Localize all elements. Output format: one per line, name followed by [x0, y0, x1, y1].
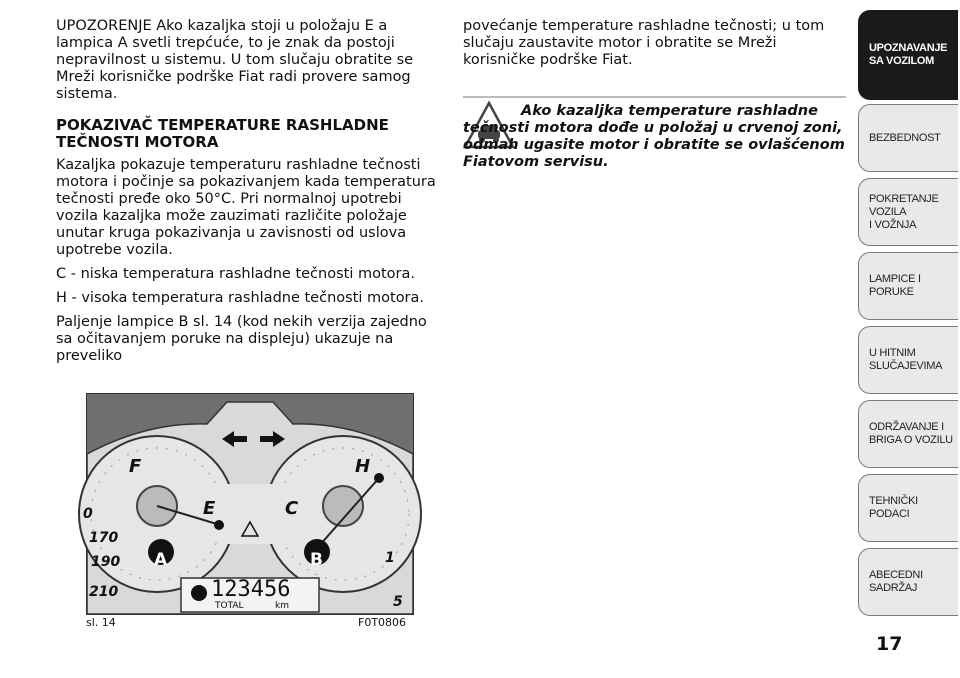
km-label: km — [275, 601, 289, 611]
tab-pokretanje[interactable]: POKRETANJE VOZILA I VOŽNJA — [858, 178, 958, 246]
label-b: B — [310, 550, 323, 570]
fuel-e-label: E — [203, 498, 216, 519]
divider — [463, 96, 846, 98]
right-column — [463, 18, 843, 76]
tab-bezbednost[interactable]: BEZBEDNOST — [858, 104, 958, 172]
instrument-cluster-figure — [83, 393, 414, 615]
tab-hitni-slucajevi[interactable]: U HITNIM SLUČAJEVIMA — [858, 326, 958, 394]
tab-lampice[interactable]: LAMPICE I PORUKE — [858, 252, 958, 320]
section-heading: POKAZIVAČ TEMPERATURE RASHLADNE TEČNOSTI MOTORA — [56, 116, 389, 151]
warning-paragraph: UPOZORENJE Ako kazaljka stoji u položaju E a lampica A svetli trepćuće, to je znak da postoji nepravilnost u sistemu. U tom slučaju obratite se Mreži korisničke podrške Fiat radi provere samog sistema. — [56, 18, 414, 102]
rpm-tick-1: 1 — [385, 550, 395, 566]
total-label: TOTAL — [215, 601, 244, 611]
figure-code: F0T0806 — [358, 616, 407, 629]
body-paragraph-continued: povećanje temperature rashladne tečnosti; u tom slučaju zaustavite motor i obratite se Mreži korisničke podrške Fiat. — [463, 18, 825, 68]
tab-upoznavanje[interactable]: UPOZNAVANJE SA VOZILOM — [858, 10, 958, 100]
body-paragraph: Kazaljka pokazuje temperaturu rashladne tečnosti motora i počinje sa pokazivanjem kada temperatura tečnosti pređe oko 50°C. Pri normalnoj upotrebi vozila kazaljka može zauzimati različite položaje unutar kruga pokazivanja u zavisnosti od uslova upotrebe vozila. — [56, 157, 436, 258]
page-number: 17 — [876, 633, 903, 655]
speed-tick-170: 170 — [89, 530, 119, 546]
temp-h-label: H — [355, 456, 371, 477]
tab-abecedni-sadrzaj[interactable]: ABECEDNI SADRŽAJ — [858, 548, 958, 616]
body-paragraph-h: H - visoka temperatura rashladne tečnosti motora. — [56, 290, 425, 306]
odometer-value: 123456 — [211, 577, 291, 602]
figure-caption: sl. 14 — [86, 616, 116, 629]
left-column — [56, 18, 444, 372]
body-paragraph-c: C - niska temperatura rashladne tečnosti motora. — [56, 266, 415, 282]
fuel-f-label: F — [129, 456, 142, 477]
rpm-tick-5: 5 — [393, 594, 403, 610]
speed-tick-190: 190 — [91, 554, 121, 570]
speed-tick-210: 210 — [89, 584, 119, 600]
speed-tick-0: 0 — [83, 506, 93, 522]
body-paragraph-lamp: Paljenje lampice B sl. 14 (kod nekih verzija zajedno sa očitavanjem poruke na displeju) ukazuje na preveliko — [56, 314, 427, 364]
label-a: A — [154, 550, 168, 570]
tab-tehnicki-podaci[interactable]: TEHNIČKI PODACI — [858, 474, 958, 542]
tab-odrzavanje[interactable]: ODRŽAVANJE I BRIGA O VOZILU — [858, 400, 958, 468]
temp-c-label: C — [285, 498, 299, 519]
warning-note: Ako kazaljka temperature rashladne tečnosti motora dođe u položaj u crvenoj zoni, odmah ugasite motor i obratite se ovlašćenom Fiatovom servisu. — [463, 103, 845, 170]
